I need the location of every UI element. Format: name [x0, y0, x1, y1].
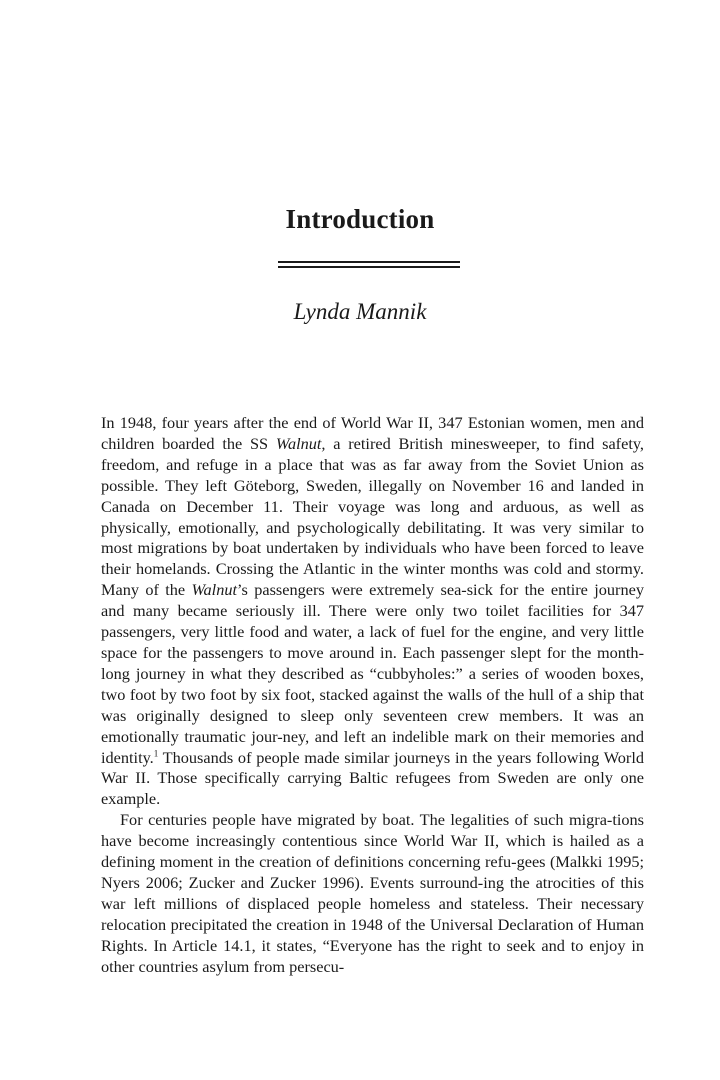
body-text-run: For centuries people have migrated by boat. The legalities of such migra-tions have become increasingly contentious since World War II, which is hailed as a defining moment in the creation of definitions concerning refu-gees (Malkki 1995; Nyers 2006; Zucker and Zucker 1996). Events surround-ing the atrocities of this war left millions of displaced people homeless and stateless. Their necessary relocation precipitated the creation in 1948 of the Universal Declaration of Human Rights. In Article 14.1, it states, “Everyone has the right to seek and to enjoy in other countries asylum from persecu- [101, 810, 644, 976]
body-text-run: a retired British minesweeper, to find safety, freedom, and refuge in a place that was as far away from the Soviet Union as possible. They left Göteborg, Sweden, illegally on November 16 and landed in Canada on December 11. Their voyage was long and arduous, as well as physically, emotionally, and psychologically debilitating. It was very similar to most migrations by boat undertaken by individuals who have been forced to leave their homelands. Crossing the Atlantic in the winter months was cold and stormy. Many of the [101, 433, 645, 600]
chapter-body [101, 413, 644, 977]
chapter-title: Introduction [285, 204, 435, 234]
body-paragraph [101, 810, 644, 977]
body-text-run: In 1948, four years after the end of World War II, 347 Estonian women, men and children boarded the SS [101, 413, 644, 453]
body-text-run: ’s passengers were extremely sea-sick for the entire journey and many became seriously ill. There were only two toilet facilities for 347 passengers, very little food and water, a lack of fuel for the engine, and very little space for the passengers to move around in. Each passenger slept for the month-long journey in what they described as “cubbyholes:” a series of wooden boxes, two foot by two foot by six foot, stacked against the walls of the hull of a ship that was originally designed to sleep only seventeen crew members. It was an emotionally traumatic jour-ney, and left an indelible mark on their memories and identity. [101, 580, 644, 767]
body-paragraph [101, 413, 644, 810]
footnote-reference: 1 [153, 748, 159, 759]
chapter-author: Lynda Mannik [293, 299, 427, 324]
title-rule-upper [278, 261, 460, 263]
italic-text: Walnut, [275, 433, 326, 453]
body-text-run: Thousands of people made similar journeys in the years following World War II. Those specifically carrying Baltic refugees from Sweden are only one example. [101, 747, 644, 809]
title-rule-lower [278, 266, 460, 268]
italic-text: Walnut [191, 580, 238, 600]
